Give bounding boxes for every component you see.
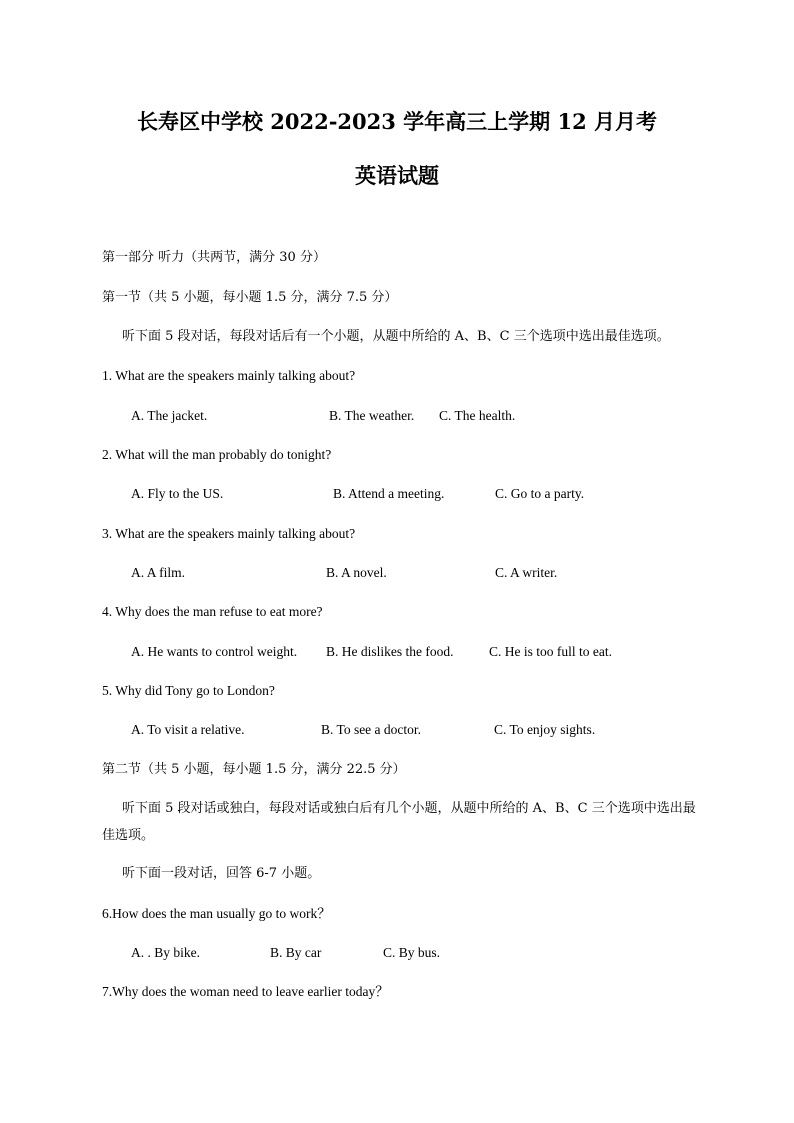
question-1-option-b: B. The weather. [329, 408, 415, 423]
page-subtitle: 英语试题 [355, 163, 439, 188]
question-5-option-a: A. To visit a relative. [131, 722, 245, 737]
question-4-option-b: B. He dislikes the food. [326, 644, 454, 659]
question-4-option-c: C. He is too full to eat. [489, 644, 612, 659]
question-3: 3. What are the speakers mainly talking about? [102, 526, 356, 541]
question-1-option-a: A. The jacket. [131, 408, 208, 423]
question-5-option-b: B. To see a doctor. [321, 722, 422, 737]
question-2-option-c: C. Go to a party. [495, 486, 585, 501]
question-2-option-a: A. Fly to the US. [131, 486, 224, 501]
section2-instruction: 听下面 5 段对话或独白，每段对话或独白后有几个小题，从题中所给的 A、B、C 三个选项中选出最佳选项。 [102, 801, 696, 843]
question-2: 2. What will the man probably do tonight? [102, 447, 332, 462]
section2-heading: 第二节（共 5 小题，每小题 1.5 分，满分 22.5 分） [102, 762, 406, 777]
part1-heading: 第一部分 听力（共两节，满分 30 分） [102, 250, 326, 265]
question-2-option-b: B. Attend a meeting. [333, 486, 445, 501]
question-5-option-c: C. To enjoy sights. [494, 722, 596, 737]
question-6-option-c: C. By bus. [383, 945, 441, 960]
section2-subinstruction: 听下面一段对话，回答 6-7 小题。 [122, 866, 321, 881]
question-1: 1. What are the speakers mainly talking about? [102, 368, 356, 383]
page-title: 长寿区中学校 2022-2023 学年高三上学期 12 月月考 [136, 109, 658, 134]
question-4: 4. Why does the man refuse to eat more? [102, 604, 323, 619]
question-5: 5. Why did Tony go to London? [102, 683, 275, 698]
section1-instruction: 听下面 5 段对话，每段对话后有一个小题，从题中所给的 A、B、C 三个选项中选出最佳选项。 [122, 329, 670, 344]
question-4-option-a: A. He wants to control weight. [131, 644, 298, 659]
question-3-option-a: A. A film. [131, 565, 186, 580]
question-6-option-b: B. By car [270, 945, 322, 960]
question-3-option-b: B. A novel. [326, 565, 387, 580]
question-3-option-c: C. A writer. [495, 565, 558, 580]
section1-heading: 第一节（共 5 小题，每小题 1.5 分，满分 7.5 分） [102, 290, 398, 305]
question-1-option-c: C. The health. [439, 408, 516, 423]
question-7: 7.Why does the woman need to leave earlier today？ [102, 984, 389, 999]
question-6: 6.How does the man usually go to work？ [102, 906, 331, 921]
question-6-option-a: A. . By bike. [131, 945, 200, 960]
